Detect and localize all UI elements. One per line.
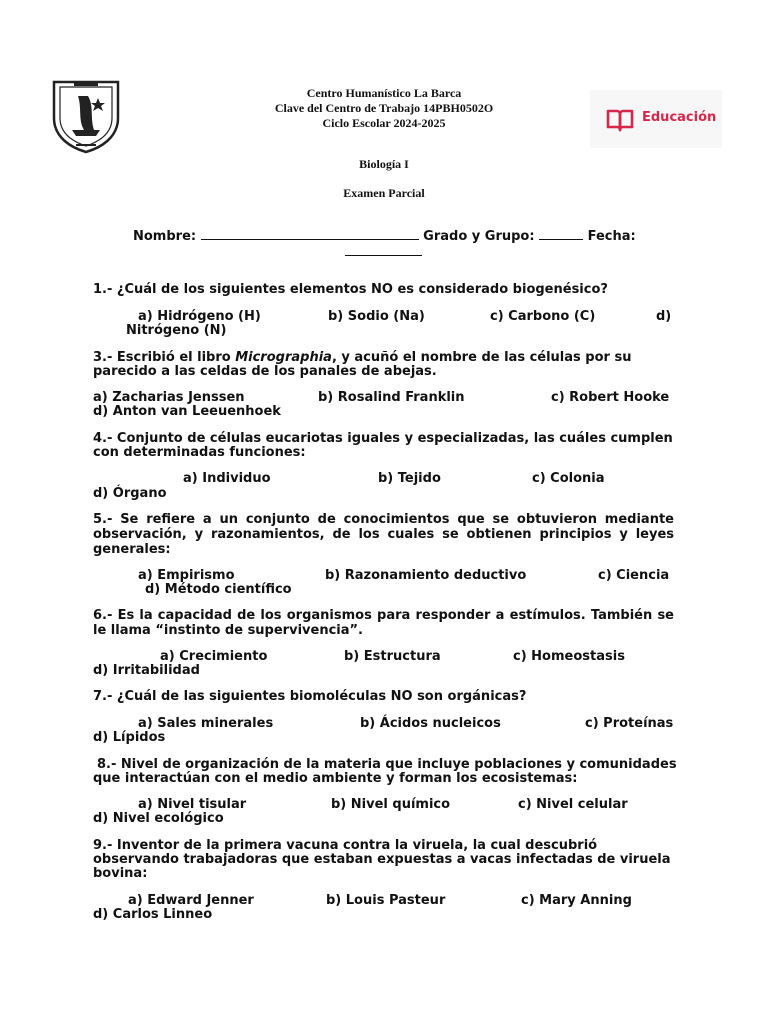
name-label: Nombre: [133, 229, 197, 244]
q4-option-b[interactable]: b) Tejido [378, 471, 441, 486]
q6-option-a[interactable]: a) Crecimiento [160, 649, 268, 664]
grade-label: Grado y Grupo: [423, 229, 535, 244]
question-6-text: 6.- Es la capacidad de los organismos para responder a estímulos. También se le llama “instinto de supervivencia”. [93, 608, 674, 638]
q3-book-title: Micrographia [235, 350, 332, 365]
date-blank[interactable] [345, 243, 422, 256]
question-3-text-line2: parecido a las celdas de los panales de abejas. [93, 364, 437, 379]
date-blank-container [345, 243, 422, 261]
question-1-text: 1.- ¿Cuál de los siguientes elementos NO es considerado biogenésico? [93, 282, 608, 297]
q6-option-b[interactable]: b) Estructura [344, 649, 441, 664]
q9-option-c[interactable]: c) Mary Anning [521, 893, 632, 908]
q1-option-c[interactable]: c) Carbono (C) [490, 309, 596, 324]
q6-option-d[interactable]: d) Irritabilidad [93, 663, 200, 678]
q8-option-b[interactable]: b) Nivel químico [331, 797, 451, 812]
question-9-text-line3: bovina: [93, 866, 148, 881]
question-4-text-line1: 4.- Conjunto de células eucariotas iguales y especializadas, las cuáles cumplen [93, 431, 673, 446]
q7-option-c[interactable]: c) Proteínas [585, 716, 674, 731]
q5-option-a[interactable]: a) Empirismo [138, 568, 235, 583]
question-9-text-line2: observando trabajadoras que estaban expuestas a vacas infectadas de viruela [93, 852, 671, 867]
question-9-text-line1: 9.- Inventor de la primera vacuna contra la viruela, la cual descubrió [93, 838, 598, 853]
grade-blank[interactable] [539, 227, 583, 240]
q4-option-c[interactable]: c) Colonia [532, 471, 605, 486]
q9-option-a[interactable]: a) Edward Jenner [128, 893, 254, 908]
question-7-text: 7.- ¿Cuál de las siguientes biomoléculas NO son orgánicas? [93, 689, 527, 704]
question-8-text-line2: que interactúan con el medio ambiente y forman los ecosistemas: [93, 771, 578, 786]
education-logo [590, 90, 722, 148]
q3-text-rest: , y acuñó el nombre de las células por su [331, 350, 632, 365]
name-blank[interactable] [201, 227, 419, 240]
q3-option-d[interactable]: d) Anton van Leeuenhoek [93, 404, 281, 419]
q5-option-d[interactable]: d) Método científico [145, 582, 292, 597]
question-3-text-line1 [93, 350, 631, 365]
question-4-text-line2: con determinadas funciones: [93, 445, 306, 460]
q8-option-a[interactable]: a) Nivel tisular [138, 797, 247, 812]
q7-option-d[interactable]: d) Lípidos [93, 730, 166, 745]
question-8-text-line1: 8.- Nivel de organización de la materia que incluye poblaciones y comunidades [97, 757, 677, 772]
q4-option-d[interactable]: d) Órgano [93, 486, 167, 501]
q4-option-a[interactable]: a) Individuo [183, 471, 271, 486]
subject-title: Biología I [359, 157, 409, 171]
q7-option-b[interactable]: b) Ácidos nucleicos [360, 716, 501, 731]
q8-option-d[interactable]: d) Nivel ecológico [93, 811, 224, 826]
book-icon [606, 108, 634, 132]
q1-option-b[interactable]: b) Sodio (Na) [328, 309, 425, 324]
school-year: Ciclo Escolar 2024-2025 [322, 116, 446, 130]
q8-option-c[interactable]: c) Nivel celular [518, 797, 628, 812]
q9-option-d[interactable]: d) Carlos Linneo [93, 907, 213, 922]
exam-type: Examen Parcial [343, 186, 425, 200]
q5-option-b[interactable]: b) Razonamiento deductivo [325, 568, 527, 583]
q3-option-c[interactable]: c) Robert Hooke [551, 390, 670, 405]
q3-text-start: 3.- Escribió el libro [93, 350, 236, 365]
q9-option-b[interactable]: b) Louis Pasteur [326, 893, 446, 908]
logo-text: Educación [642, 110, 717, 125]
date-label: Fecha: [587, 229, 636, 244]
work-center-key: Clave del Centro de Trabajo 14PBH0502O [274, 101, 494, 115]
question-5-text: 5.- Se refiere a un conjunto de conocimientos que se obtuvieron mediante observación, y razonamientos, de los cuales se obtienen principios y leyes generales: [93, 512, 674, 557]
q1-option-d-text[interactable]: Nitrógeno (N) [126, 323, 227, 338]
student-info-line [133, 227, 636, 244]
q6-option-c[interactable]: c) Homeostasis [513, 649, 625, 664]
q3-option-a[interactable]: a) Zacharias Jenssen [93, 390, 245, 405]
q5-option-c[interactable]: c) Ciencia [598, 568, 670, 583]
q1-option-a[interactable]: a) Hidrógeno (H) [138, 309, 261, 324]
q1-option-d[interactable]: d) [656, 309, 672, 324]
q7-option-a[interactable]: a) Sales minerales [138, 716, 274, 731]
q3-option-b[interactable]: b) Rosalind Franklin [318, 390, 465, 405]
school-name: Centro Humanístico La Barca [306, 86, 462, 100]
